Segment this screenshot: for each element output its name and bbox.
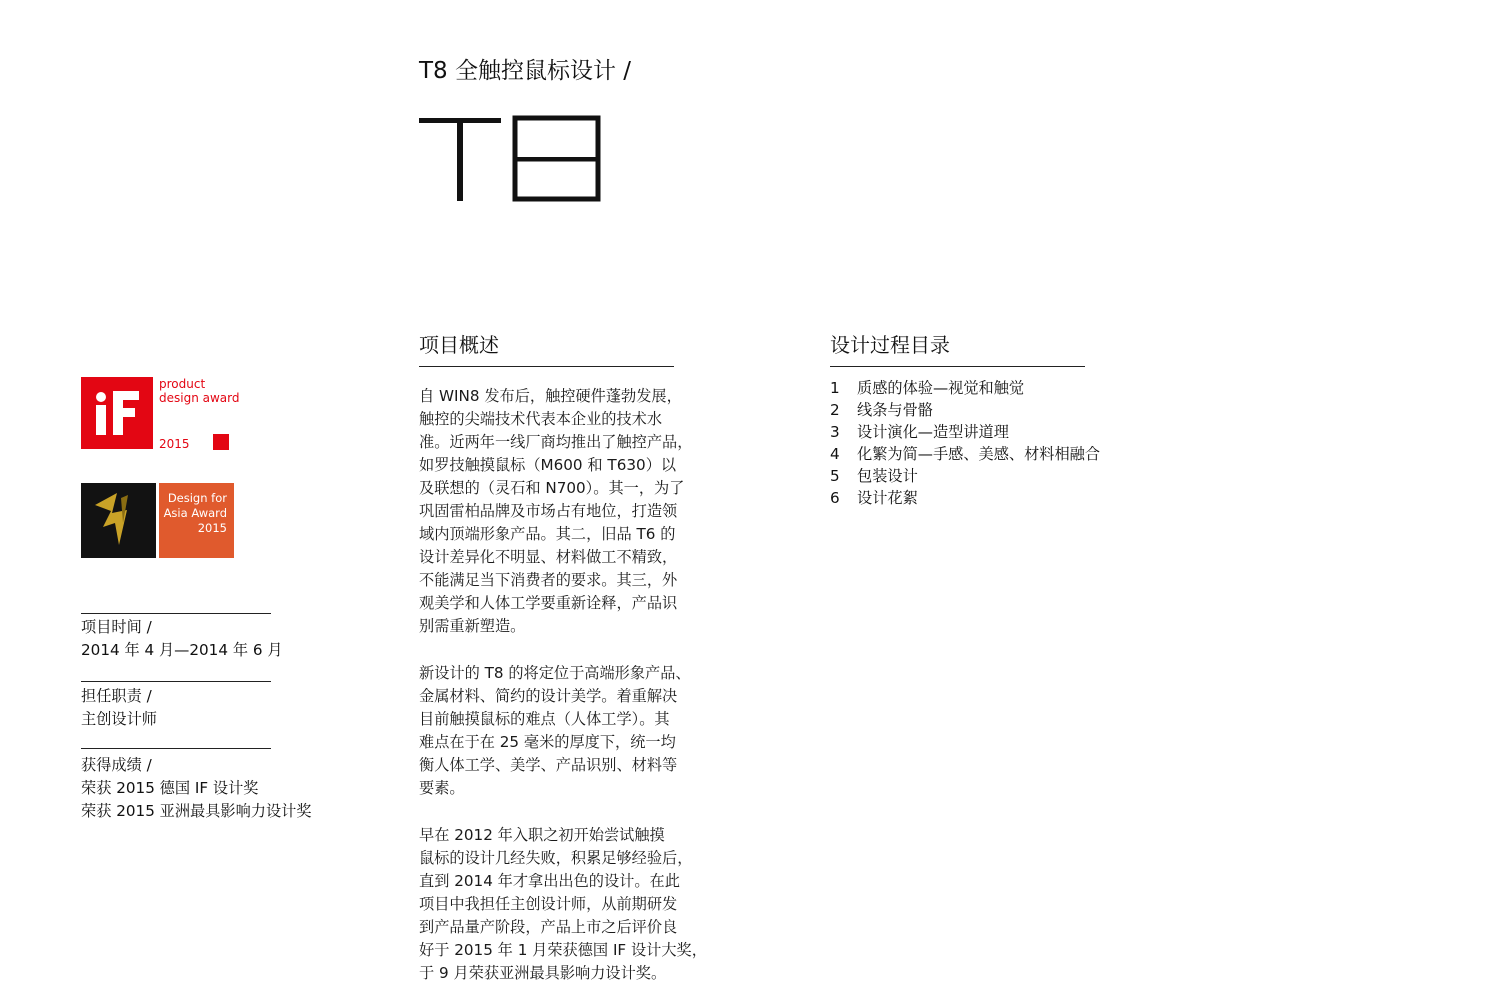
dfa-award-year: 2015	[197, 521, 227, 535]
dfa-award-line1: Design for	[167, 491, 227, 505]
info-rule-time	[81, 613, 271, 614]
toc-item-number: 2	[830, 401, 840, 419]
overview-text-line: 观美学和人体工学要重新诠释，产品识	[419, 594, 678, 612]
dfa-award-text	[159, 483, 234, 558]
if-award-logo	[81, 377, 153, 449]
overview-text-line: 目前触摸鼠标的难点（人体工学）。其	[419, 710, 670, 728]
overview-rule	[419, 366, 674, 367]
overview-text-line: 巩固雷柏品牌及市场占有地位，打造领	[419, 502, 678, 520]
toc-item-number: 5	[830, 467, 840, 485]
overview-text-line: 新设计的 T8 的将定位于高端形象产品、	[419, 664, 691, 682]
dfa-award-line2: Asia Award	[163, 506, 227, 520]
role-value: 主创设计师	[81, 710, 157, 728]
toc-item	[830, 377, 1170, 399]
toc-item-number: 3	[830, 423, 840, 441]
if-award-year: 2015	[159, 437, 190, 451]
achievements-label: 获得成绩 /	[81, 756, 152, 774]
overview-text-line: 衡人体工学、美学、产品识别、材料等	[419, 756, 678, 774]
overview-text-line: 准。近两年一线厂商均推出了触控产品，	[419, 433, 693, 451]
toc-item-number: 1	[830, 379, 840, 397]
overview-text-line: 不能满足当下消费者的要求。其三，外	[419, 571, 678, 589]
toc-item-number: 4	[830, 445, 840, 463]
toc-heading: 设计过程目录	[830, 333, 950, 357]
dfa-award-logo	[81, 483, 156, 558]
if-logo-icon	[81, 377, 153, 449]
toc-item	[830, 421, 1170, 443]
overview-text-line: 直到 2014 年才拿出出色的设计。在此	[419, 872, 680, 890]
overview-text-line: 别需重新塑造。	[419, 617, 526, 635]
dfa-trophy-icon	[81, 483, 156, 558]
overview-text-line: 项目中我担任主创设计师，从前期研发	[419, 895, 678, 913]
toc-item-label: 设计演化—造型讲道理	[857, 423, 1009, 441]
info-rule-achieve	[81, 748, 271, 749]
if-award-line1: product	[159, 377, 206, 391]
overview-text-line: 到产品量产阶段，产品上市之后评价良	[419, 918, 678, 936]
if-award-text	[159, 377, 239, 405]
toc-item-label: 线条与骨骼	[857, 401, 933, 419]
overview-text-line: 自 WIN8 发布后，触控硬件蓬勃发展，	[419, 387, 682, 405]
project-time-value: 2014 年 4 月—2014 年 6 月	[81, 641, 283, 659]
toc-item-label: 化繁为简—手感、美感、材料相融合	[857, 445, 1100, 463]
overview-text-line: 鼠标的设计几经失败，积累足够经验后，	[419, 849, 693, 867]
page-subtitle: T8 全触控鼠标设计 /	[419, 58, 632, 84]
overview-text-line: 金属材料、简约的设计美学。着重解决	[419, 687, 678, 705]
toc-item-label: 设计花絮	[857, 489, 918, 507]
info-rule-role	[81, 681, 271, 682]
overview-text-line: 如罗技触摸鼠标（M600 和 T630）以	[419, 456, 677, 474]
overview-text-line: 域内顶端形象产品。其二，旧品 T6 的	[419, 525, 676, 543]
toc-item-label: 包装设计	[857, 467, 918, 485]
overview-text-line: 及联想的（灵石和 N700）。其一，为了	[419, 479, 685, 497]
overview-paragraph-2	[419, 662, 689, 800]
overview-text-line: 早在 2012 年入职之初开始尝试触摸	[419, 826, 665, 844]
overview-paragraph-1	[419, 385, 693, 638]
overview-text-line: 要素。	[419, 779, 465, 797]
overview-text-line: 触控的尖端技术代表本企业的技术水	[419, 410, 662, 428]
toc-rule	[830, 366, 1085, 367]
overview-text-line: 于 9 月荣获亚洲最具影响力设计奖。	[419, 964, 667, 982]
overview-text-line: 难点在于在 25 毫米的厚度下，统一均	[419, 733, 676, 751]
achievement-item: 荣获 2015 亚洲最具影响力设计奖	[81, 802, 312, 820]
toc-item-label: 质感的体验—视觉和触觉	[857, 379, 1025, 397]
achievement-item: 荣获 2015 德国 IF 设计奖	[81, 779, 259, 797]
toc-item	[830, 399, 1170, 421]
overview-text-line: 好于 2015 年 1 月荣获德国 IF 设计大奖，	[419, 941, 707, 959]
overview-text-line: 设计差异化不明显、材料做工不精致，	[419, 548, 678, 566]
toc-item	[830, 465, 1170, 487]
toc-item	[830, 443, 1170, 465]
if-award-line2: design award	[159, 391, 240, 405]
toc-list	[830, 377, 1170, 509]
role-label: 担任职责 /	[81, 687, 152, 705]
overview-paragraph-3	[419, 824, 707, 985]
project-time-label: 项目时间 /	[81, 618, 152, 636]
overview-heading: 项目概述	[419, 333, 499, 357]
toc-item-number: 6	[830, 489, 840, 507]
if-award-square	[213, 434, 229, 450]
big-title-t8	[417, 115, 607, 205]
toc-item	[830, 487, 1170, 509]
